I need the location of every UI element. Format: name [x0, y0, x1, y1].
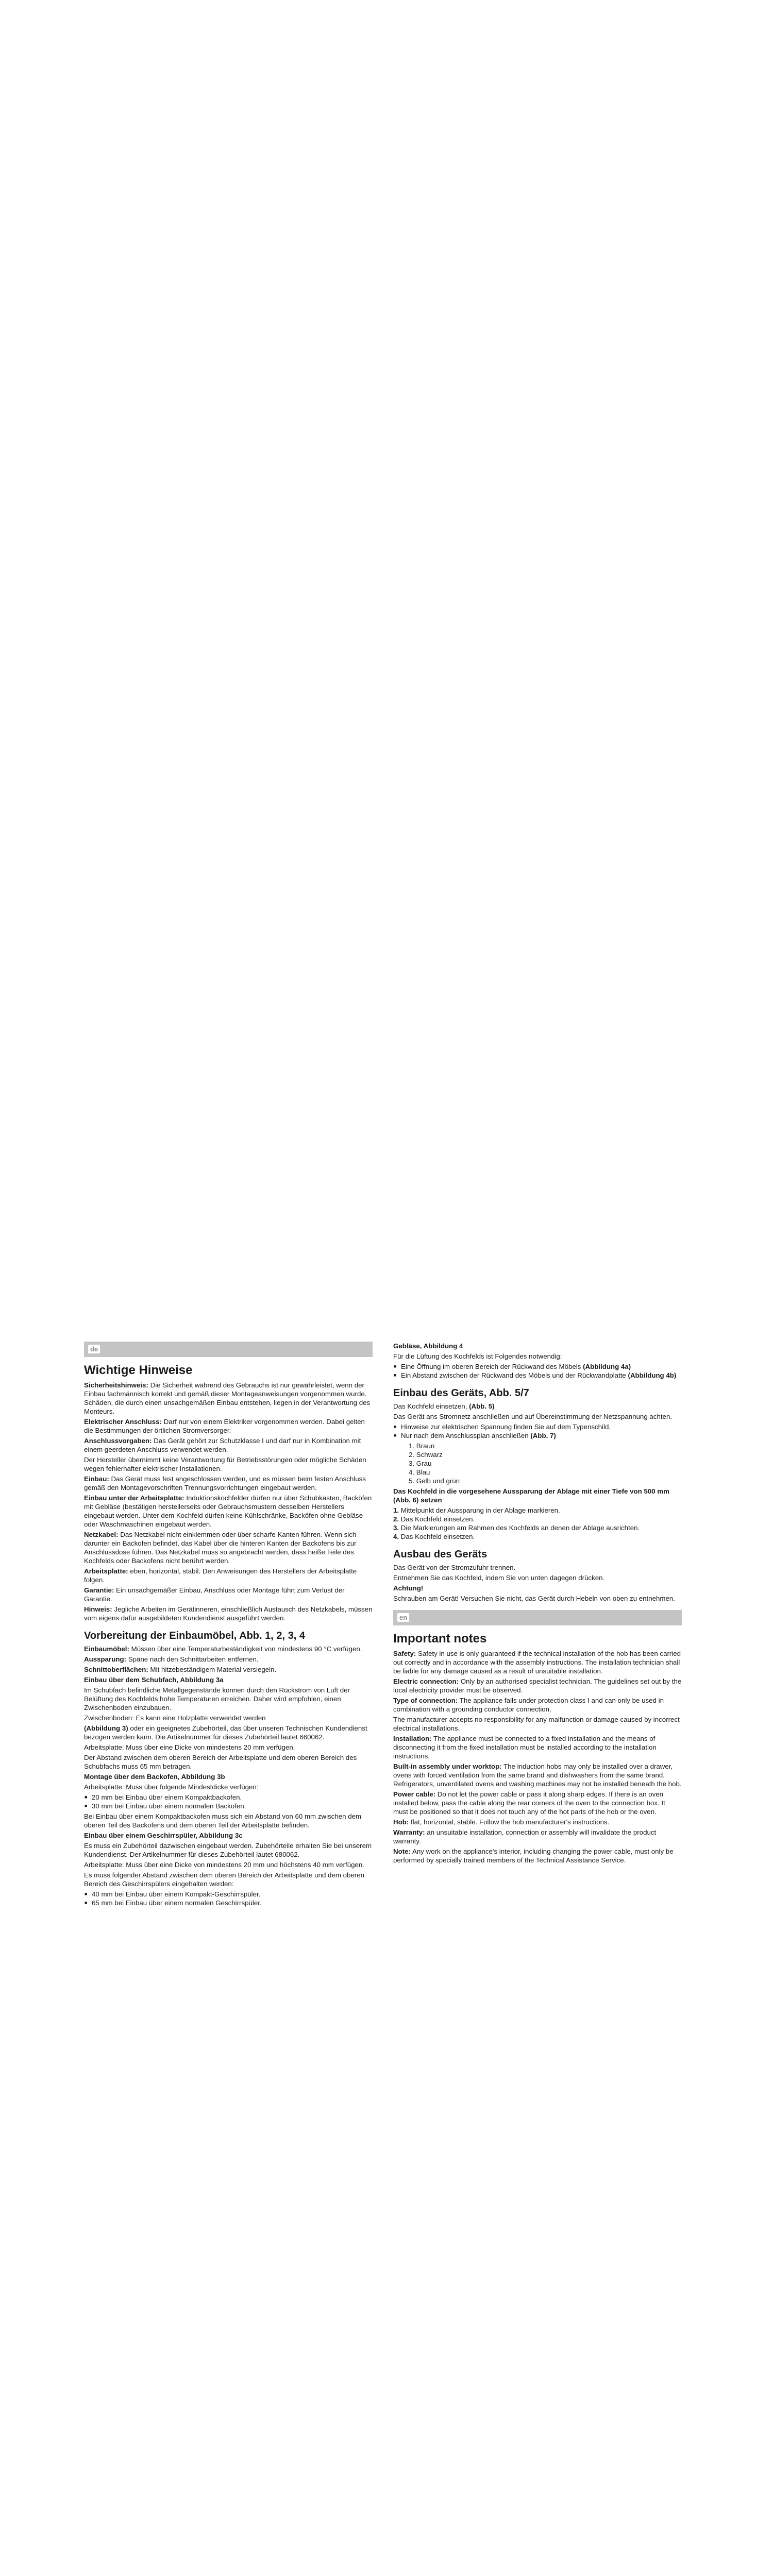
list-item-text: Ein Abstand zwischen der Rückwand des Möbels und der Rückwandplatte [401, 1371, 628, 1379]
language-bar-de [84, 1342, 373, 1357]
paragraph-term: Schnittoberflächen: [84, 1666, 148, 1673]
paragraph [84, 1381, 373, 1416]
language-code-en: en [397, 1613, 409, 1622]
paragraph-text: Bei Einbau über einem Kompaktbackofen muss sich ein Abstand von 60 mm zwischen dem oberen Teil des Backofens und dem oberen Teil der Arbeitsplatte befinden. [84, 1812, 362, 1829]
paragraph [84, 1675, 373, 1684]
important-notes-de [84, 1381, 373, 1622]
paragraph [393, 1790, 682, 1816]
paragraph [84, 1724, 373, 1741]
paragraph-term: Netzkabel: [84, 1531, 119, 1538]
paragraph [393, 1696, 682, 1714]
paragraph [84, 1436, 373, 1454]
figure-reference: (Abbildung 4b) [628, 1371, 677, 1379]
paragraph [84, 1831, 373, 1840]
paragraph-text: an unsuitable installation, connection or assembly will invalidate the product warranty. [393, 1828, 657, 1845]
paragraph [393, 1818, 682, 1826]
paragraph [84, 1841, 373, 1859]
german-column [84, 1342, 373, 1909]
figure-reference: (Abb. 5) [469, 1402, 495, 1410]
paragraph-text: Only by an authorised specialist technician. The guidelines set out by the local electricity provider must be observed. [393, 1677, 682, 1694]
step-number: 3. [393, 1524, 399, 1532]
paragraph [393, 1734, 682, 1760]
paragraph [84, 1860, 373, 1869]
paragraph [393, 1677, 682, 1694]
list-item [393, 1431, 682, 1440]
paragraph-term: Safety: [393, 1650, 416, 1657]
paragraph [84, 1665, 373, 1674]
list-item: 5. Gelb und grün [409, 1477, 460, 1485]
paragraph [84, 1494, 373, 1529]
paragraph-text: oder ein geeignetes Zubehörteil, das über unseren Technischen Kundendienst bezogen werden kann. Die Artikelnummer für dieses Zubehörteil lautet 660062. [84, 1724, 367, 1741]
paragraph [84, 1567, 373, 1584]
paragraph-term: Anschlussvorgaben: [84, 1437, 152, 1445]
paragraph-term: Hinweis: [84, 1605, 112, 1613]
section-title-wichtige-hinweise: Wichtige Hinweise [84, 1363, 193, 1377]
install-intro [393, 1402, 682, 1421]
paragraph [84, 1714, 373, 1722]
wire-colors-list [393, 1442, 682, 1485]
paragraph-text: Die Sicherheit während des Gebrauchs ist nur gewährleistet, wenn der Einbau fachmännisch korrekt und gemäß dieser Montageanweisungen vorgenommen wurde. Schäden, die durch einen unsachgemäßen Einbau entstehen, liegen in der Verantwortung des Monteurs. [84, 1381, 371, 1415]
paragraph-text: Es muss ein Zubehörteil dazwischen eingebaut werden. Zubehörteile erhalten Sie bei unserem Kundendienst. Der Artikelnummer für dieses Zubehörteil lautet 680062. [84, 1842, 372, 1858]
paragraph-text: Jegliche Arbeiten im Gerätinneren, einschließlich Austausch des Netzkabels, müssen vom eigens dafür ausgebildeten Kundendienst ausgeführt werden. [84, 1605, 373, 1622]
paragraph [84, 1743, 373, 1752]
paragraph [393, 1412, 682, 1421]
paragraph [84, 1871, 373, 1888]
paragraph [84, 1783, 373, 1791]
install-bullets [393, 1422, 682, 1440]
section-title-einbau: Einbau des Geräts, Abb. 5/7 [393, 1387, 529, 1399]
paragraph [393, 1762, 682, 1788]
list-item: ■ 20 mm bei Einbau über einem Kompaktbackofen. [84, 1793, 373, 1802]
right-column [393, 1342, 682, 1866]
paragraph-text: Es muss folgender Abstand zwischen dem oberen Bereich der Arbeitsplatte und dem oberen Bereich des Geschirrspülers eingehalten werden: [84, 1871, 365, 1888]
paragraph-text: Der Hersteller übernimmt keine Verantwortung für Betriebsstörungen oder mögliche Schäden wegen fehlerhafter elektrischer Installationen. [84, 1456, 366, 1472]
list-item: 2. Schwarz [409, 1451, 443, 1459]
ventilation-list [393, 1362, 682, 1380]
install-steps [393, 1506, 682, 1541]
paragraph-text: Der Abstand zwischen dem oberen Bereich der Arbeitsplatte und dem oberen Bereich des Schubfachs muss 65 mm betragen. [84, 1754, 357, 1770]
important-notes-en [393, 1649, 682, 1865]
paragraph-term: Einbaumöbel: [84, 1645, 129, 1653]
list-item: ■ 40 mm bei Einbau über einem Kompakt-Geschirrspüler. [84, 1890, 373, 1899]
paragraph [84, 1455, 373, 1473]
list-item [393, 1362, 682, 1371]
paragraph [84, 1417, 373, 1435]
paragraph-term: Garantie: [84, 1586, 114, 1594]
paragraph-term: Einbau über dem Schubfach, Abbildung 3a [84, 1676, 224, 1684]
preparation-paragraphs [84, 1645, 373, 1791]
paragraph-term: Sicherheitshinweis: [84, 1381, 148, 1389]
paragraph-term: Warranty: [393, 1828, 425, 1836]
paragraph-text: Das Netzkabel nicht einklemmen oder über scharfe Kanten führen. Wenn sich darunter ein Backofen befindet, das Kabel über die hinteren Kanten der Backofens bis zur Anschlussdose führen. Das Netzkabel muss so angebracht werden, dass heiße Teile des Kochfelds oder Backofens nicht berührt werden. [84, 1531, 357, 1565]
paragraph-text: Zwischenboden: Es kann eine Holzplatte verwendet werden [84, 1714, 266, 1722]
caution-label: Achtung! [393, 1584, 424, 1592]
step-item [393, 1523, 682, 1532]
paragraph [393, 1847, 682, 1865]
list-item: ■ 30 mm bei Einbau über einem normalen Backofen. [84, 1802, 373, 1810]
paragraph-text: The induction hobs may only be installed over a drawer, ovens with forced ventilation from the same brand and dishwashers from the same brand. Refrigerators, unventilated ovens and washing machines may not be installed beneath the hob. [393, 1762, 682, 1788]
paragraph [84, 1812, 373, 1829]
paragraph-term: Hob: [393, 1818, 409, 1826]
list-item-text: Nur nach dem Anschlussplan anschließen [401, 1432, 531, 1439]
section-title-vorbereitung: Vorbereitung der Einbaumöbel, Abb. 1, 2, 3, 4 [84, 1630, 305, 1641]
paragraph-term: Montage über dem Backofen, Abbildung 3b [84, 1773, 225, 1781]
paragraph-term: Electric connection: [393, 1677, 459, 1685]
dishwasher-distance-list [84, 1890, 373, 1907]
language-code-de: de [88, 1345, 100, 1353]
paragraph-term: Note: [393, 1848, 411, 1855]
paragraph-term: (Abbildung 3) [84, 1724, 128, 1732]
paragraph-text: Mit hitzebeständigem Material versiegeln. [148, 1666, 277, 1673]
paragraph [84, 1586, 373, 1603]
ventilation-title: Gebläse, Abbildung 4 [393, 1342, 463, 1350]
list-item: 3. Grau [409, 1460, 432, 1467]
paragraph-text: Müssen über eine Temperaturbeständigkeit von mindestens 90 °C verfügen. [129, 1645, 362, 1653]
paragraph-text: The appliance must be connected to a fixed installation and the means of disconnecting it from the fixed installation must be installed according to the installation instructions. [393, 1735, 657, 1760]
list-item [393, 1422, 682, 1431]
paragraph [393, 1649, 682, 1675]
paragraph-term: Einbau unter der Arbeitsplatte: [84, 1494, 184, 1502]
removal-text: Das Gerät von der Stromzufuhr trennen. [393, 1564, 516, 1571]
ventilation-intro: Für die Lüftung des Kochfelds ist Folgendes notwendig: [393, 1352, 562, 1360]
paragraph-text: Im Schubfach befindliche Metallgegenstände können durch den Rückstrom von Luft der Belüftung des Kochfelds hohe Temperaturen erreichen. Daher wird empfohlen, einen Zwischenboden einzubauen. [84, 1686, 350, 1711]
paragraph [84, 1475, 373, 1492]
list-item-text: Hinweise zur elektrischen Spannung finden Sie auf dem Typenschild. [401, 1423, 611, 1431]
list-item: ■ 65 mm bei Einbau über einem normalen Geschirrspüler. [84, 1899, 373, 1907]
step-text: Das Kochfeld einsetzen. [400, 1515, 475, 1523]
section-title-ausbau: Ausbau des Geräts [393, 1549, 488, 1560]
section-title-important-notes: Important notes [393, 1632, 487, 1646]
paragraph-term: Einbau über einem Geschirrspüler, Abbildung 3c [84, 1832, 243, 1839]
paragraph [84, 1686, 373, 1712]
caution-text: Schrauben am Gerät! Versuchen Sie nicht, das Gerät durch Hebeln von oben zu entnehmen. [393, 1595, 675, 1602]
removal-text-2: Entnehmen Sie das Kochfeld, indem Sie von unten dagegen drücken. [393, 1574, 605, 1582]
step-item [393, 1506, 682, 1515]
paragraph-term: Einbau: [84, 1475, 109, 1483]
paragraph-text: Das Gerät muss fest angeschlossen werden, und es müssen beim festen Anschluss gemäß den Montagevorschriften Trennungsvorrichtungen eingebaut werden. [84, 1475, 366, 1492]
paragraph-text: Any work on the appliance's interior, including changing the power cable, must only be performed by specially trained members of the Technical Assistance Service. [393, 1848, 674, 1864]
paragraph [84, 1772, 373, 1781]
paragraph-text: Das Gerät ans Stromnetz anschließen und auf Übereinstimmung der Netzspannung achten. [393, 1413, 673, 1420]
step-number: 1. [393, 1506, 399, 1514]
paragraph-term: Built-in assembly under worktop: [393, 1762, 502, 1770]
paragraph-text: Ein unsachgemäßer Einbau, Anschluss oder Montage führt zum Verlust der Garantie. [84, 1586, 345, 1603]
step-text: Das Kochfeld einsetzen. [400, 1533, 475, 1540]
paragraph-term: Power cable: [393, 1790, 436, 1798]
paragraph-text: Safety in use is only guaranteed if the technical installation of the hob has been carried out correctly and in accordance with the assembly instructions. The installation technician shall be liable for any damage caused as a result of unsuitable installation. [393, 1650, 681, 1675]
install-note: Das Kochfeld in die vorgesehene Aussparung der Ablage mit einer Tiefe von 500 mm (Abb. 6) setzen [393, 1487, 669, 1504]
paragraph-text: The appliance falls under protection class I and can only be used in combination with a grounding conductor connection. [393, 1697, 664, 1713]
paragraph-term: Type of connection: [393, 1697, 458, 1704]
paragraph-term: Aussparung: [84, 1655, 127, 1663]
step-item [393, 1532, 682, 1541]
paragraph [84, 1530, 373, 1565]
figure-reference: (Abbildung 4a) [583, 1363, 631, 1370]
preparation-paragraphs-2 [84, 1812, 373, 1888]
paragraph-text: Arbeitsplatte: Muss über folgende Mindestdicke verfügen: [84, 1783, 259, 1791]
paragraph-text: eben, horizontal, stabil. Den Anweisungen des Herstellers der Arbeitsplatte folgen. [84, 1567, 357, 1584]
paragraph-text: Do not let the power cable or pass it along sharp edges. If there is an oven installed below, pass the cable along the rear corners of the oven to the connection box. It must be positioned so that it does not touch any of the hot parts of the hob or the oven. [393, 1790, 665, 1816]
paragraph [84, 1605, 373, 1622]
list-item: 1. Braun [409, 1442, 435, 1450]
paragraph-text: Darf nur von einem Elektriker vorgenommen werden. Dabei gelten die Bestimmungen der örtlichen Stromversorger. [84, 1418, 365, 1434]
step-text: Mittelpunkt der Aussparung in der Ablage markieren. [400, 1506, 560, 1514]
worktop-thickness-list [84, 1793, 373, 1810]
paragraph-text: Das Gerät gehört zur Schutzklasse I und darf nur in Kombination mit einem geerdeten Anschluss verwendet werden. [84, 1437, 361, 1453]
paragraph [393, 1715, 682, 1733]
list-item [393, 1371, 682, 1380]
paragraph [84, 1645, 373, 1653]
paragraph [393, 1828, 682, 1845]
step-item [393, 1515, 682, 1523]
language-bar-en [393, 1610, 682, 1625]
paragraph [84, 1655, 373, 1664]
paragraph-text: The manufacturer accepts no responsibility for any malfunction or damage caused by incorrect electrical installations. [393, 1716, 680, 1732]
paragraph-text: Arbeitsplatte: Muss über eine Dicke von mindestens 20 mm verfügen. [84, 1743, 295, 1751]
figure-reference: (Abb. 7) [530, 1432, 556, 1439]
paragraph-text: flat, horizontal, stable. Follow the hob manufacturer's instructions. [409, 1818, 610, 1826]
paragraph [84, 1753, 373, 1771]
paragraph [393, 1402, 682, 1411]
list-item: 4. Blau [409, 1468, 430, 1476]
step-number: 2. [393, 1515, 399, 1523]
step-text: Die Markierungen am Rahmen des Kochfelds an denen der Ablage ausrichten. [400, 1524, 640, 1532]
step-number: 4. [393, 1533, 399, 1540]
paragraph-text: Das Kochfeld einsetzen, [393, 1402, 469, 1410]
paragraph-text: Induktionskochfelder dürfen nur über Schubkästen, Backöfen mit Gebläse (bestätigen herstellerseits oder Gebrauchsmustern desselben Herstellers eingebaut werden. Unter dem Kochfeld dürfen keine Kühlschränke, Backöfen ohne Gebläse oder Waschmaschinen eingebaut werden. [84, 1494, 372, 1528]
paragraph-term: Arbeitsplatte: [84, 1567, 128, 1575]
paragraph-text: Arbeitsplatte: Muss über eine Dicke von mindestens 20 mm und höchstens 40 mm verfügen. [84, 1861, 364, 1869]
paragraph-text: Späne nach den Schnittarbeiten entfernen. [126, 1655, 259, 1663]
paragraph-term: Elektrischer Anschluss: [84, 1418, 162, 1426]
paragraph-term: Installation: [393, 1735, 432, 1742]
list-item-text: Eine Öffnung im oberen Bereich der Rückwand des Möbels [401, 1363, 583, 1370]
